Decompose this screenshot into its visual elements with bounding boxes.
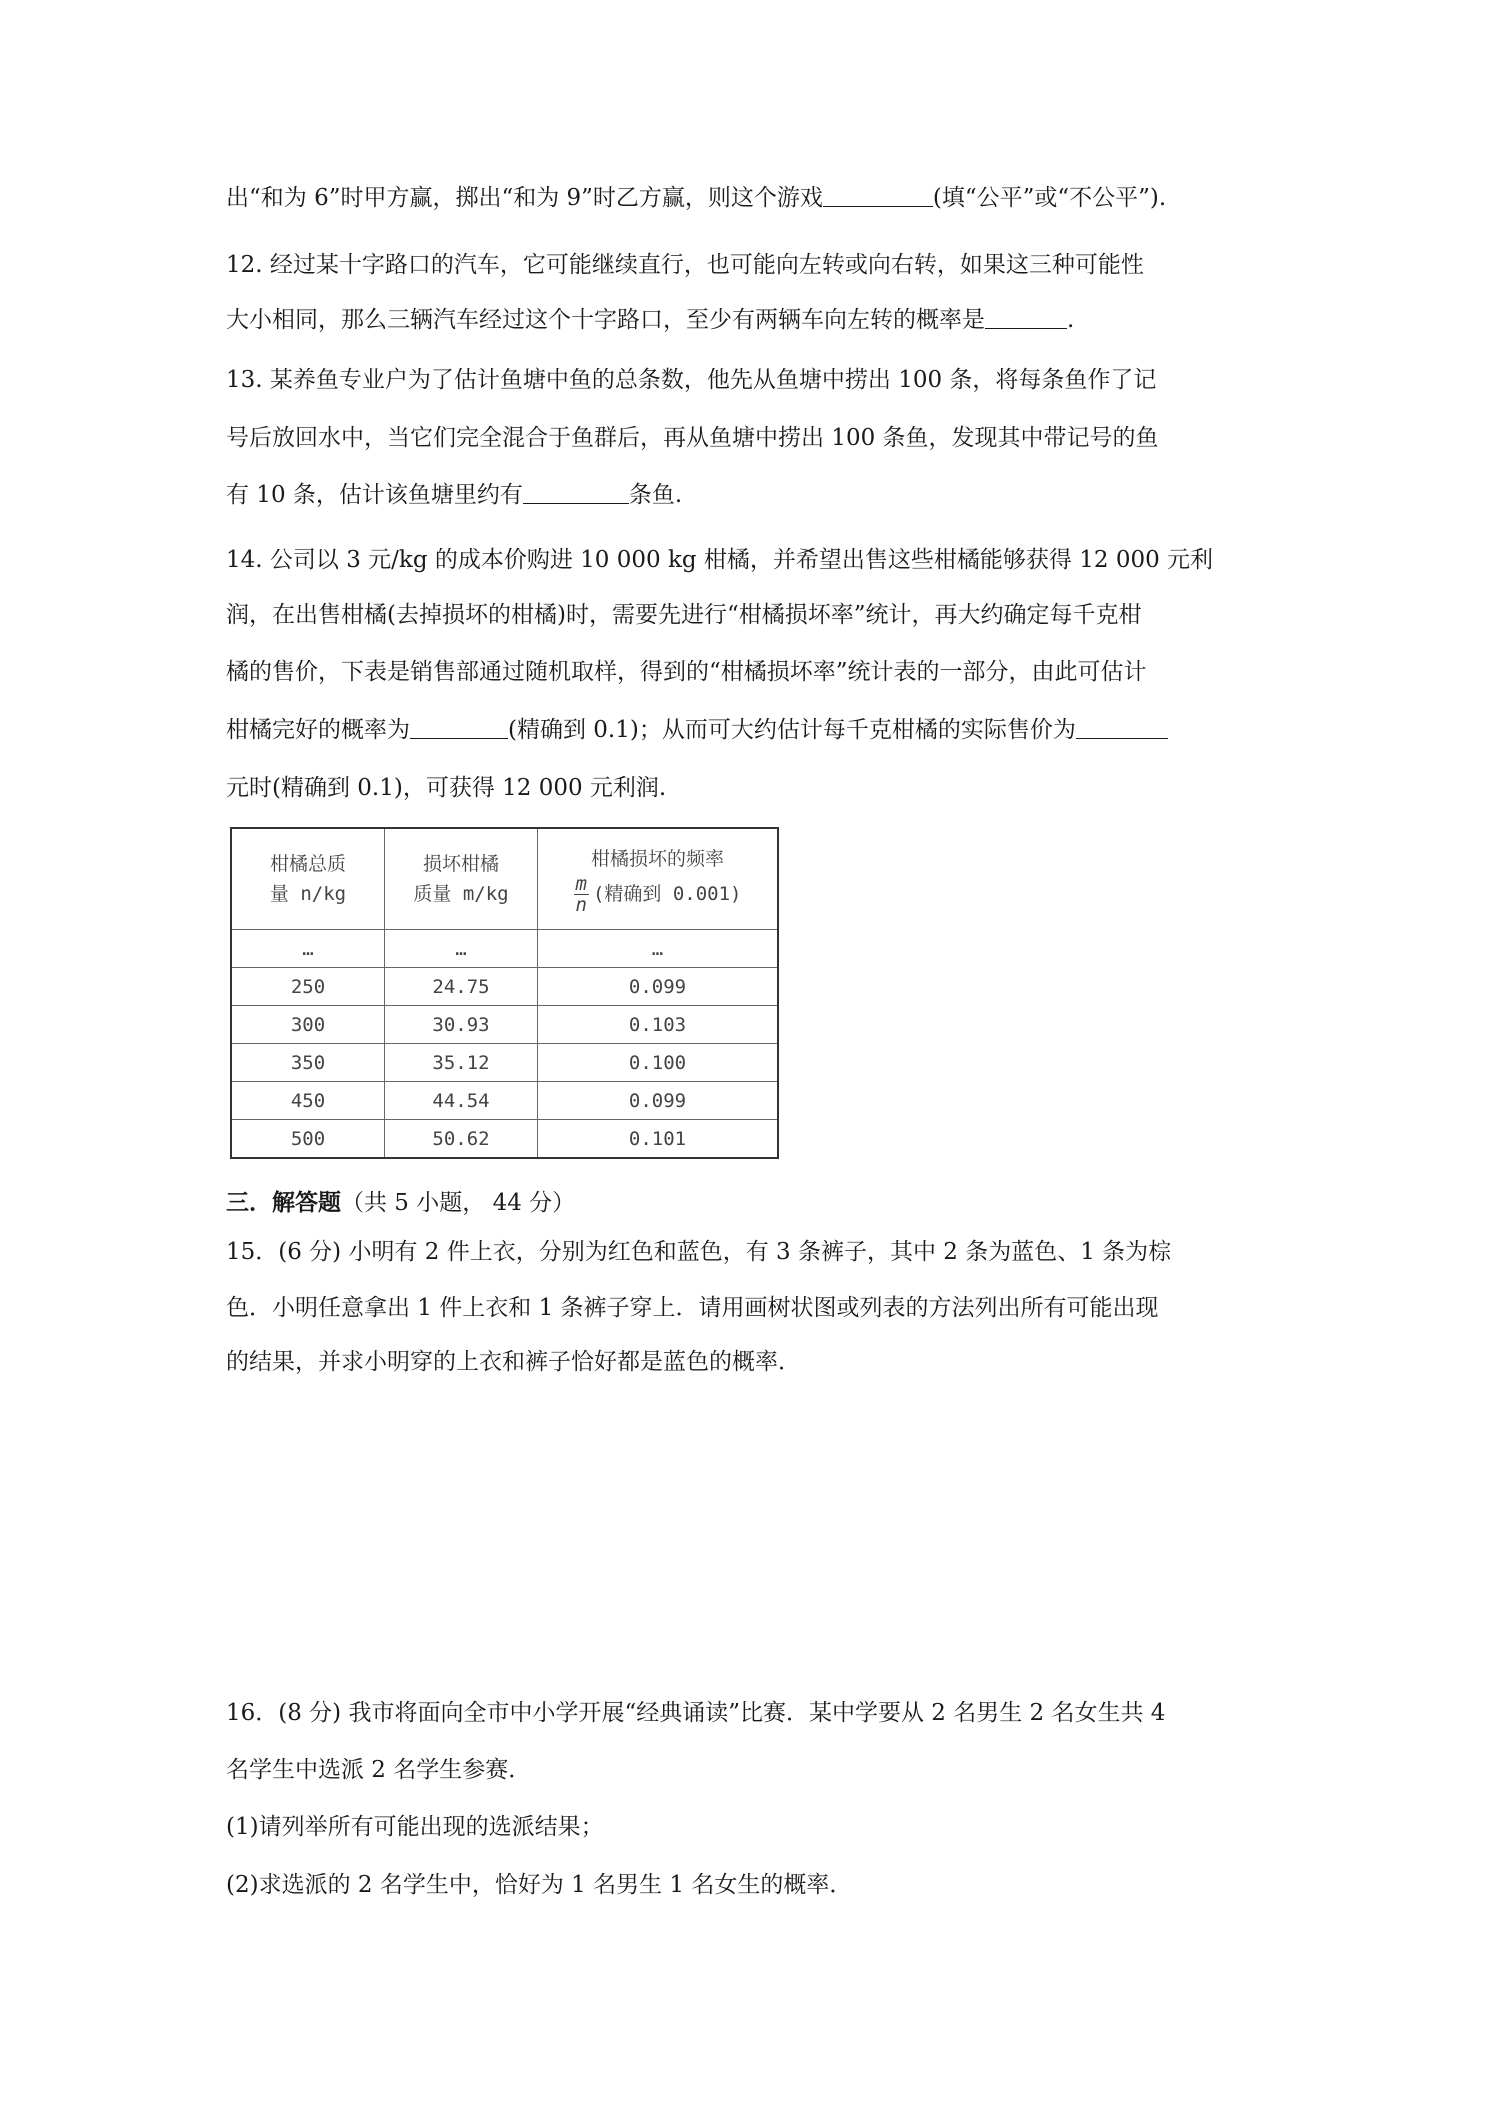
question-12-line-2: 大小相同，那么三辆汽车经过这个十字路口，至少有两辆车向左转的概率是 . [226, 307, 1075, 333]
answer-blank [985, 306, 1067, 329]
question-14-line-4: 柑橘完好的概率为 (精确到 0.1)；从而可大约估计每千克柑橘的实际售价为 [226, 715, 1168, 745]
table-cell: 0.099 [538, 968, 779, 1006]
table-row [231, 1044, 778, 1082]
question-16-part-2: (2)求选派的 2 名学生中，恰好为 1 名男生 1 名女生的概率． [226, 1872, 853, 1898]
header-damaged-mass: 损坏柑橘 质量 m/kg [385, 828, 538, 930]
question-14-line-5: 元时(精确到 0.1)，可获得 12 000 元利润. [226, 775, 667, 801]
table-cell: 44.54 [385, 1082, 538, 1120]
question-14-line-1: 14. 公司以 3 元/kg 的成本价购进 10 000 kg 柑橘，并希望出售这些柑橘能够获得 12 000 元利 [226, 547, 1214, 573]
table-cell: 0.100 [538, 1044, 779, 1082]
table-row [231, 1120, 778, 1159]
table-cell: 50.62 [385, 1120, 538, 1159]
table-cell: 500 [231, 1120, 385, 1159]
table-cell: 300 [231, 1006, 385, 1044]
table-row [231, 968, 778, 1006]
table-cell: 30.93 [385, 1006, 538, 1044]
question-13-line-1: 13. 某养鱼专业户为了估计鱼塘中鱼的总条数，他先从鱼塘中捞出 100 条，将每条鱼作了记 [226, 367, 1157, 393]
question-15-line-1: 15．(6 分) 小明有 2 件上衣，分别为红色和蓝色，有 3 条裤子，其中 2 条为蓝色、1 条为棕 [226, 1239, 1172, 1265]
answer-blank [823, 184, 933, 207]
table-row [231, 930, 778, 968]
table-row [231, 1082, 778, 1120]
table-cell: 0.101 [538, 1120, 779, 1159]
table-cell: … [538, 930, 779, 968]
question-16-line-1: 16．(8 分) 我市将面向全市中小学开展“经典诵读”比赛．某中学要从 2 名男生 2 名女生共 4 [226, 1700, 1166, 1726]
table-cell: 0.103 [538, 1006, 779, 1044]
question-16-line-2: 名学生中选派 2 名学生参赛． [226, 1757, 532, 1783]
section-heading: 三．解答题（共 5 小题， 44 分） [226, 1189, 576, 1216]
fraction-m-over-n: $\frac{m}{n}$ [575, 872, 587, 916]
question-15-line-2: 色．小明任意拿出 1 件上衣和 1 条裤子穿上．请用画树状图或列表的方法列出所有可能出现 [226, 1295, 1159, 1321]
answer-blank [410, 716, 508, 739]
answer-blank [1076, 716, 1168, 739]
table-cell: 0.099 [538, 1082, 779, 1120]
question-13-line-2: 号后放回水中，当它们完全混合于鱼群后，再从鱼塘中捞出 100 条鱼，发现其中带记号的鱼 [226, 425, 1159, 451]
table-cell: … [385, 930, 538, 968]
answer-blank [523, 481, 629, 504]
table-header-row [231, 828, 778, 930]
damage-rate-table [230, 827, 779, 1159]
question-15-line-3: 的结果，并求小明穿的上衣和裤子恰好都是蓝色的概率． [226, 1349, 801, 1375]
question-13-line-3: 有 10 条，估计该鱼塘里约有 条鱼. [226, 482, 683, 508]
table-cell: 24.75 [385, 968, 538, 1006]
question-14-line-3: 橘的售价，下表是销售部通过随机取样，得到的“柑橘损坏率”统计表的一部分，由此可估计 [226, 659, 1147, 685]
table-cell: … [231, 930, 385, 968]
table-row [231, 1006, 778, 1044]
question-16-part-1: (1)请列举所有可能出现的选派结果； [226, 1814, 604, 1840]
header-total-mass: 柑橘总质 量 n/kg [231, 828, 385, 930]
table-cell: 350 [231, 1044, 385, 1082]
question-14-line-2: 润，在出售柑橘(去掉损坏的柑橘)时，需要先进行“柑橘损坏率”统计，再大约确定每千克柑 [226, 602, 1142, 628]
table-cell: 35.12 [385, 1044, 538, 1082]
line-q11-end: 出“和为 6”时甲方赢，掷出“和为 9”时乙方赢，则这个游戏 (填“公平”或“不公平”). [226, 185, 1167, 211]
table-cell: 450 [231, 1082, 385, 1120]
header-damage-frequency: 柑橘损坏的频率 $\frac{m}{n}$ (精确到 0.001) [538, 828, 779, 930]
question-12-line-1: 12. 经过某十字路口的汽车，它可能继续直行，也可能向左转或向右转，如果这三种可能性 [226, 252, 1144, 278]
table-cell: 250 [231, 968, 385, 1006]
